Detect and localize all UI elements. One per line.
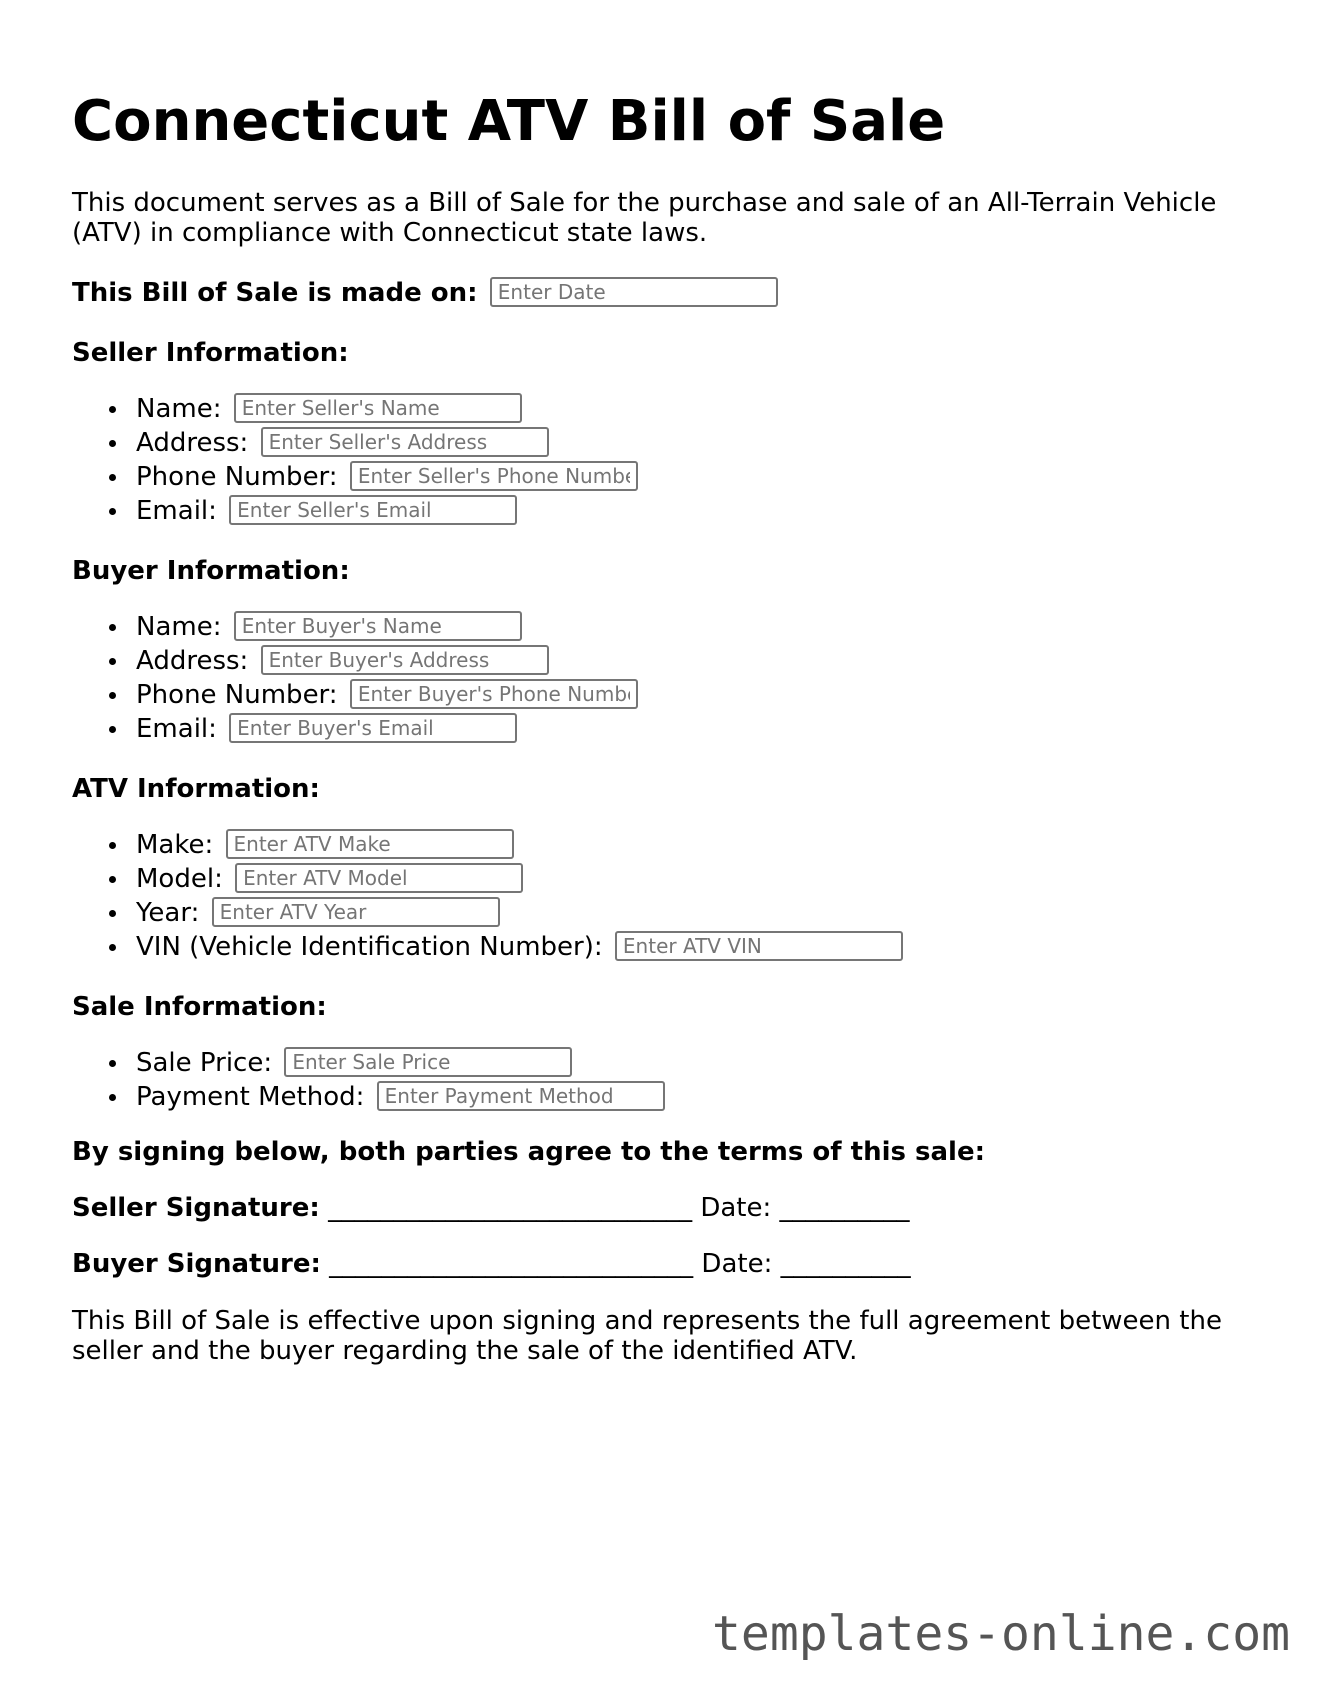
buyer-fields-list: [72, 610, 638, 746]
seller-name-input[interactable]: [234, 393, 522, 423]
seller-phone-input[interactable]: [350, 461, 638, 491]
field-label: Address:: [136, 428, 249, 458]
date-label: Date:: [701, 1249, 773, 1279]
field-label: Address:: [136, 646, 249, 676]
list-item: [136, 862, 903, 896]
closing-paragraph: This Bill of Sale is effective upon signing and represents the full agreement between the seller and the buyer regarding the sale of the identified ATV.: [72, 1306, 1222, 1366]
page-title: Connecticut ATV Bill of Sale: [72, 89, 946, 154]
list-item: [136, 678, 638, 712]
field-label: VIN (Vehicle Identification Number):: [136, 932, 603, 962]
sale-section-title: Sale Information:: [72, 992, 327, 1022]
list-item: [136, 1046, 665, 1080]
field-label: Phone Number:: [136, 680, 338, 710]
atv-section-title: ATV Information:: [72, 774, 320, 804]
buyer-address-input[interactable]: [261, 645, 549, 675]
sale-price-input[interactable]: [284, 1047, 572, 1077]
agreement-statement: By signing below, both parties agree to the terms of this sale:: [72, 1137, 985, 1167]
list-item: [136, 828, 903, 862]
watermark-text: templates-online.com: [712, 1606, 1290, 1662]
list-item: [136, 460, 638, 494]
buyer-email-input[interactable]: [229, 713, 517, 743]
atv-make-input[interactable]: [226, 829, 514, 859]
field-label: Model:: [136, 864, 223, 894]
list-item: [136, 494, 638, 528]
seller-email-input[interactable]: [229, 495, 517, 525]
buyer-signature-label: Buyer Signature:: [72, 1249, 321, 1279]
field-label: Email:: [136, 714, 217, 744]
list-item: [136, 610, 638, 644]
list-item: [136, 896, 903, 930]
field-label: Year:: [136, 898, 200, 928]
list-item: [136, 644, 638, 678]
field-label: Email:: [136, 496, 217, 526]
seller-address-input[interactable]: [261, 427, 549, 457]
list-item: [136, 930, 903, 964]
list-item: [136, 712, 638, 746]
date-input[interactable]: [490, 277, 778, 307]
field-label: Name:: [136, 394, 222, 424]
seller-fields-list: [72, 392, 638, 528]
sale-fields-list: [72, 1046, 665, 1114]
buyer-phone-input[interactable]: [350, 679, 638, 709]
field-label: Make:: [136, 830, 214, 860]
field-label: Payment Method:: [136, 1082, 365, 1112]
signature-line: ____________________________: [329, 1249, 694, 1279]
list-item: [136, 1080, 665, 1114]
intro-paragraph: This document serves as a Bill of Sale for the purchase and sale of an All-Terrain Vehicle (ATV) in compliance with Connecticut state laws.: [72, 188, 1217, 248]
field-label: Name:: [136, 612, 222, 642]
atv-vin-input[interactable]: [615, 931, 903, 961]
list-item: [136, 426, 638, 460]
field-label: Phone Number:: [136, 462, 338, 492]
list-item: [136, 392, 638, 426]
payment-method-input[interactable]: [377, 1081, 665, 1111]
made-on-label: This Bill of Sale is made on:: [72, 278, 478, 308]
buyer-signature-row: [72, 1247, 911, 1281]
atv-fields-list: [72, 828, 903, 964]
field-label: Sale Price:: [136, 1048, 273, 1078]
made-on-row: [72, 276, 778, 310]
atv-year-input[interactable]: [212, 897, 500, 927]
date-line: __________: [780, 1249, 911, 1279]
buyer-section-title: Buyer Information:: [72, 556, 350, 586]
seller-signature-row: [72, 1191, 910, 1225]
atv-model-input[interactable]: [235, 863, 523, 893]
seller-signature-label: Seller Signature:: [72, 1193, 320, 1223]
date-label: Date:: [700, 1193, 772, 1223]
signature-line: ____________________________: [328, 1193, 693, 1223]
seller-section-title: Seller Information:: [72, 338, 349, 368]
date-line: __________: [779, 1193, 910, 1223]
buyer-name-input[interactable]: [234, 611, 522, 641]
